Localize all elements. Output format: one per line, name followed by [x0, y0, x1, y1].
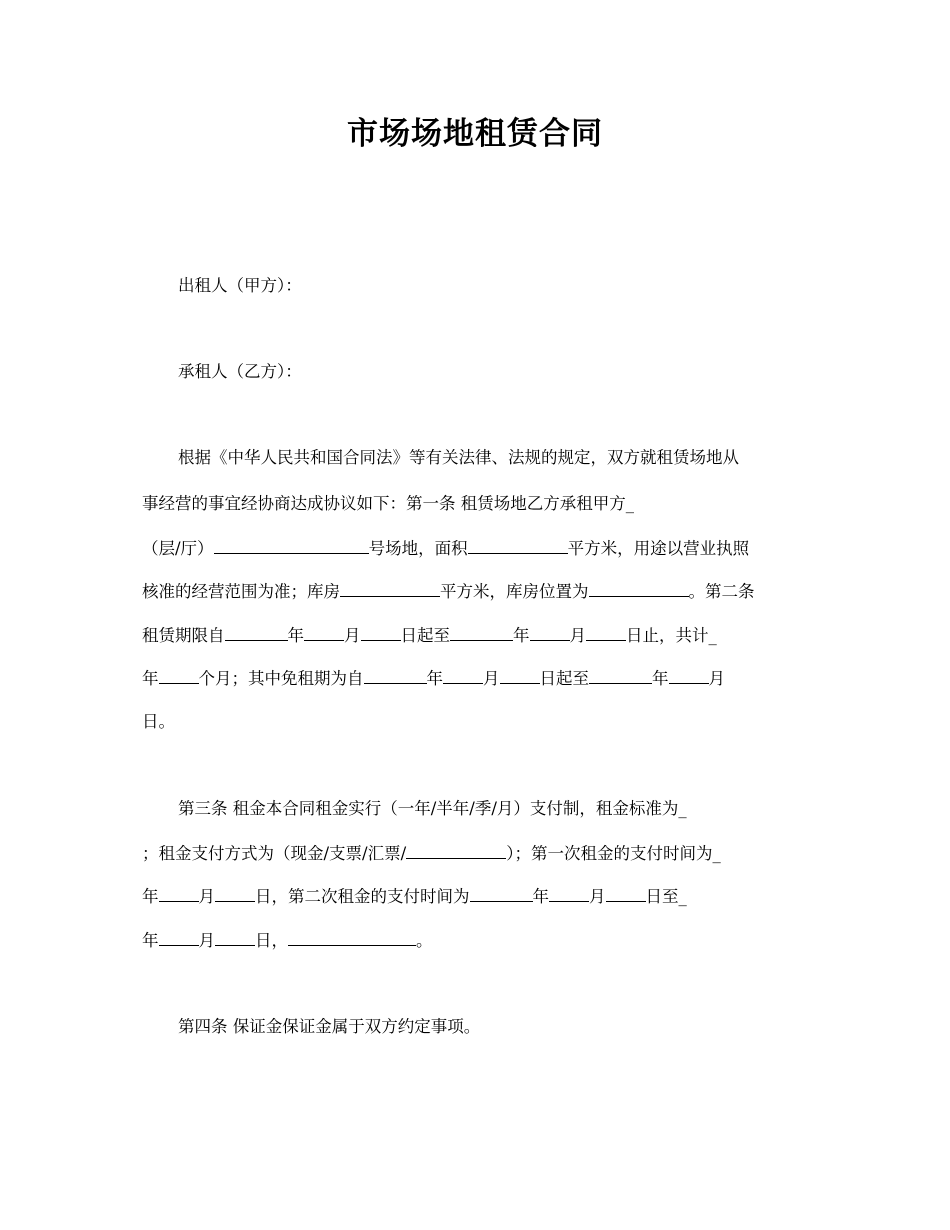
text-segment: 年: [142, 887, 159, 906]
lessor-label: 出租人（甲方）：: [178, 276, 302, 295]
fill-blank-free-start-month: [443, 668, 483, 684]
text-segment: （层/厅）: [142, 539, 214, 558]
text-segment: 年: [652, 669, 669, 688]
text-segment: 日至_: [645, 887, 687, 906]
text-segment: 月: [708, 669, 725, 688]
text-segment: 日止，共计_: [626, 626, 717, 645]
clause-1-line-3: [142, 535, 749, 563]
clause-preamble-line-1: 根据《中华人民共和国合同法》等有关法律、法规的规定，双方就租赁场地从: [178, 448, 739, 467]
fill-blank-second-pay-day: [606, 886, 646, 902]
clause-3-line-1: 第三条 租金本合同租金实行（一年/半年/季/月）支付制，租金标准为_: [178, 799, 687, 818]
lessee-label: 承租人（乙方）：: [178, 362, 302, 381]
fill-blank-start-day: [361, 625, 401, 641]
fill-blank-end-month: [530, 625, 570, 641]
fill-blank-start-month: [304, 625, 344, 641]
clause-2-line-7: 日。: [142, 712, 175, 731]
fill-blank-end-year: [450, 625, 513, 641]
fill-blank-second-pay-end-month: [159, 930, 199, 946]
text-segment: 月: [483, 669, 500, 688]
fill-blank-second-pay-year: [470, 886, 533, 902]
clause-preamble-line-2: 事经营的事宜经协商达成协议如下：第一条 租赁场地乙方承租甲方_: [142, 494, 634, 513]
fill-blank-first-pay-month: [159, 886, 199, 902]
text-segment: 年: [532, 887, 549, 906]
text-segment: 核准的经营范围为准；库房: [142, 582, 340, 601]
clause-3-line-3: [142, 883, 687, 911]
text-segment: 个月；其中免租期为自: [198, 669, 364, 688]
text-segment: 月: [198, 931, 215, 950]
fill-blank-months: [159, 668, 199, 684]
text-segment: 号场地，面积: [368, 539, 468, 558]
clause-2-line-6: [142, 665, 725, 693]
text-segment: 月: [344, 626, 361, 645]
text-segment: 年: [426, 669, 443, 688]
text-segment: ；租金支付方式为（现金/支票/汇票/: [142, 844, 407, 863]
text-segment: 日，第二次租金的支付时间为: [255, 887, 470, 906]
text-segment: 租赁期限自: [142, 626, 225, 645]
text-segment: 日起至: [400, 626, 450, 645]
fill-blank-area: [468, 538, 568, 554]
fill-blank-second-pay-month: [549, 886, 589, 902]
fill-blank-floor-number: [214, 538, 369, 554]
text-segment: 平方米，用途以营业执照: [567, 539, 750, 558]
clause-3-line-4: [142, 927, 433, 955]
fill-blank-end-day: [586, 625, 626, 641]
fill-blank-storage-area: [340, 581, 440, 597]
text-segment: 年: [513, 626, 530, 645]
text-segment: 。第二条: [688, 582, 755, 601]
text-segment: 平方米，库房位置为: [440, 582, 589, 601]
clause-2-line-5: [142, 622, 717, 650]
text-segment: 月: [589, 887, 606, 906]
text-segment: 年: [287, 626, 304, 645]
document-title: 市场场地租赁合同: [347, 116, 603, 152]
fill-blank-second-pay-end-day: [215, 930, 255, 946]
fill-blank-free-start-day: [500, 668, 540, 684]
text-segment: 。: [416, 931, 433, 950]
fill-blank-first-pay-day: [215, 886, 255, 902]
fill-blank-start-year: [225, 625, 288, 641]
fill-blank-free-end-month: [669, 668, 709, 684]
text-segment: 年: [142, 931, 159, 950]
text-segment: 月: [198, 887, 215, 906]
fill-blank-free-end-year: [589, 668, 652, 684]
fill-blank-free-start-year: [364, 668, 427, 684]
fill-blank-remark: [288, 930, 416, 946]
text-segment: ）；第一次租金的支付时间为_: [506, 844, 721, 863]
clause-3-line-2: [142, 840, 721, 868]
text-segment: 日起至: [539, 669, 589, 688]
text-segment: 年: [142, 669, 159, 688]
clause-4-line-1: 第四条 保证金保证金属于双方约定事项。: [178, 1017, 481, 1036]
fill-blank-payment-method: [406, 843, 506, 859]
text-segment: 日，: [255, 931, 288, 950]
text-segment: 月: [569, 626, 586, 645]
clause-1-line-4: [142, 578, 755, 606]
fill-blank-storage-location: [589, 581, 689, 597]
